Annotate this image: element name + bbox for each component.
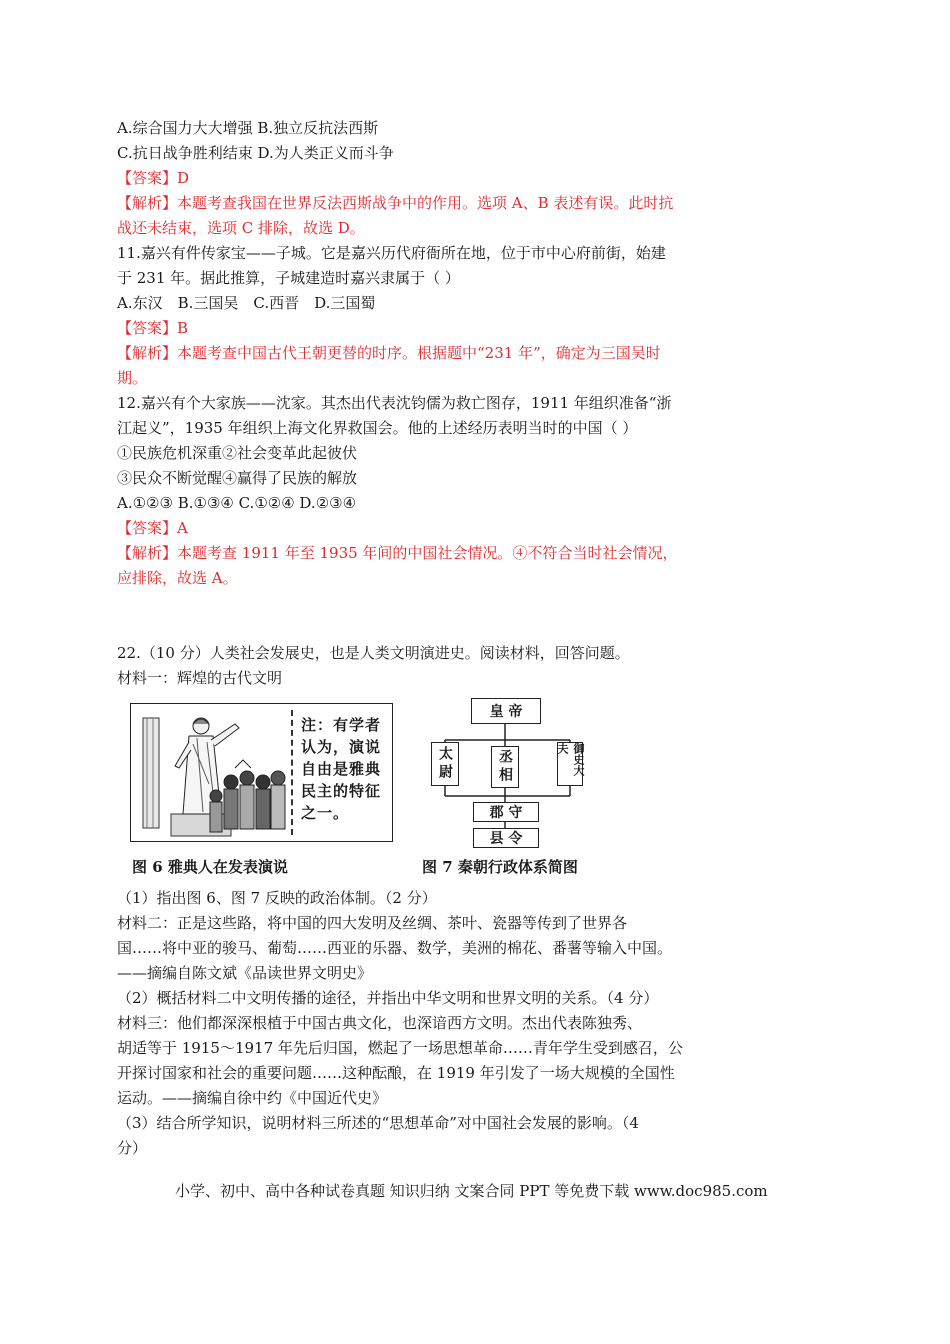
figure-7 <box>425 696 595 856</box>
analysis-text: 本题考查中国古代王朝更替的时序。根据题中“231 年”，确定为三国吴时 <box>177 344 661 362</box>
q11-stem-line1: 11.嘉兴有件传家宝——子城。它是嘉兴历代府衙所在地，位于市中心府前街，始建 <box>117 244 666 262</box>
q12-analysis-line2: 应排除，故选 A。 <box>117 569 238 587</box>
q12-options: A.①②③ B.①③④ C.①②④ D.②③④ <box>117 494 357 512</box>
answer-value: A <box>177 519 188 537</box>
q10-answer <box>117 168 189 188</box>
q10-analysis-line2: 战还未结束，选项 C 排除，故选 D。 <box>117 219 365 237</box>
q10-analysis-line1 <box>117 193 673 213</box>
figure-6 <box>130 703 393 842</box>
orator-illustration <box>131 704 291 841</box>
fig6-note: 注：有学者认为，演说自由是雅典民主的特征之一。 <box>301 716 382 822</box>
fig7-junshou-box: 郡 守 <box>473 802 539 822</box>
q11-answer <box>117 318 188 338</box>
q11-analysis-line2: 期。 <box>117 369 148 387</box>
q22-sub3-line2: 分） <box>117 1139 148 1157</box>
q11-stem-line2: 于 231 年。据此推算，子城建造时嘉兴隶属于（ ） <box>117 269 460 287</box>
fig6-caption: 图 6 雅典人在发表演说 <box>132 858 288 876</box>
q12-stem-line1: 12.嘉兴有个大家族——沈家。其杰出代表沈钧儒为救亡图存，1911 年组织准备“浙 <box>117 394 672 412</box>
analysis-text: 本题考查 1911 年至 1935 年间的中国社会情况。④不符合当时社会情况， <box>177 544 678 562</box>
q22-sub2: （2）概括材料二中文明传播的途径，并指出中华文明和世界文明的关系。（4 分） <box>117 989 659 1007</box>
q22-material2-source: ——摘编自陈文斌《品读世界文明史》 <box>117 964 373 982</box>
q22-sub3-line1: （3）结合所学知识，说明材料三所述的“思想革命”对中国社会发展的影响。（4 <box>117 1114 639 1132</box>
q22-material2-line1: 材料二：正是这些路，将中国的四大发明及丝绸、茶叶、瓷器等传到了世界各 <box>117 914 628 932</box>
q22-sub1: （1）指出图 6、图 7 反映的政治体制。（2 分） <box>117 889 437 907</box>
q12-items-line2: ③民众不断觉醒④赢得了民族的解放 <box>117 469 358 487</box>
fig7-chengxiang-box: 丞相 <box>491 746 519 788</box>
answer-label: 【答案】 <box>117 169 178 187</box>
fig7-emperor-box: 皇 帝 <box>471 698 541 724</box>
q11-options: A.东汉 B.三国吴 C.西晋 D.三国蜀 <box>117 294 376 312</box>
answer-value: D <box>177 169 190 187</box>
q12-stem-line2: 江起义”，1935 年组织上海文化界救国会。他的上述经历表明当时的中国（ ） <box>117 419 638 437</box>
q22-material3-line3: 开探讨国家和社会的重要问题……这种酝酿，在 1919 年引发了一场大规模的全国性 <box>117 1064 675 1082</box>
q12-analysis-line1 <box>117 543 677 563</box>
analysis-label: 【解析】 <box>117 194 178 212</box>
q12-items-line1: ①民族危机深重②社会变革此起彼伏 <box>117 444 358 462</box>
page-footer: 小学、初中、高中各种试卷真题 知识归纳 文案合同 PPT 等免费下载 www.doc985.com <box>175 1182 768 1200</box>
analysis-text: 本题考查我国在世界反法西斯战争中的作用。选项 A、B 表述有误。此时抗 <box>177 194 674 212</box>
answer-value: B <box>177 319 189 337</box>
fig7-caption: 图 7 秦朝行政体系简图 <box>422 858 578 876</box>
q22-material1-title: 材料一：辉煌的古代文明 <box>117 669 283 687</box>
fig7-yushi-box: 御史大夫 <box>557 742 583 786</box>
q22-stem: 22.（10 分）人类社会发展史，也是人类文明演进史。阅读材料，回答问题。 <box>117 644 630 662</box>
fig6-divider <box>291 710 293 835</box>
answer-label: 【答案】 <box>117 319 178 337</box>
q22-material3-line4: 运动。——摘编自徐中约《中国近代史》 <box>117 1089 388 1107</box>
q22-material3-line2: 胡适等于 1915～1917 年先后归国，燃起了一场思想革命……青年学生受到感召，公 <box>117 1039 683 1057</box>
analysis-label: 【解析】 <box>117 344 178 362</box>
q11-analysis-line1 <box>117 343 661 363</box>
q22-material3-line1: 材料三：他们都深深根植于中国古典文化，也深谙西方文明。杰出代表陈独秀、 <box>117 1014 643 1032</box>
q12-answer <box>117 518 188 538</box>
answer-label: 【答案】 <box>117 519 178 537</box>
q10-options-line2: C.抗日战争胜利结束 D.为人类正义而斗争 <box>117 144 394 162</box>
analysis-label: 【解析】 <box>117 544 178 562</box>
fig7-xianling-box: 县 令 <box>473 828 539 848</box>
q10-options-line1: A.综合国力大大增强 B.独立反抗法西斯 <box>117 119 379 137</box>
fig7-taiwei-box: 太尉 <box>431 742 459 786</box>
q22-material2-line2: 国……将中亚的骏马、葡萄……西亚的乐器、数学，美洲的棉花、番薯等输入中国。 <box>117 939 673 957</box>
